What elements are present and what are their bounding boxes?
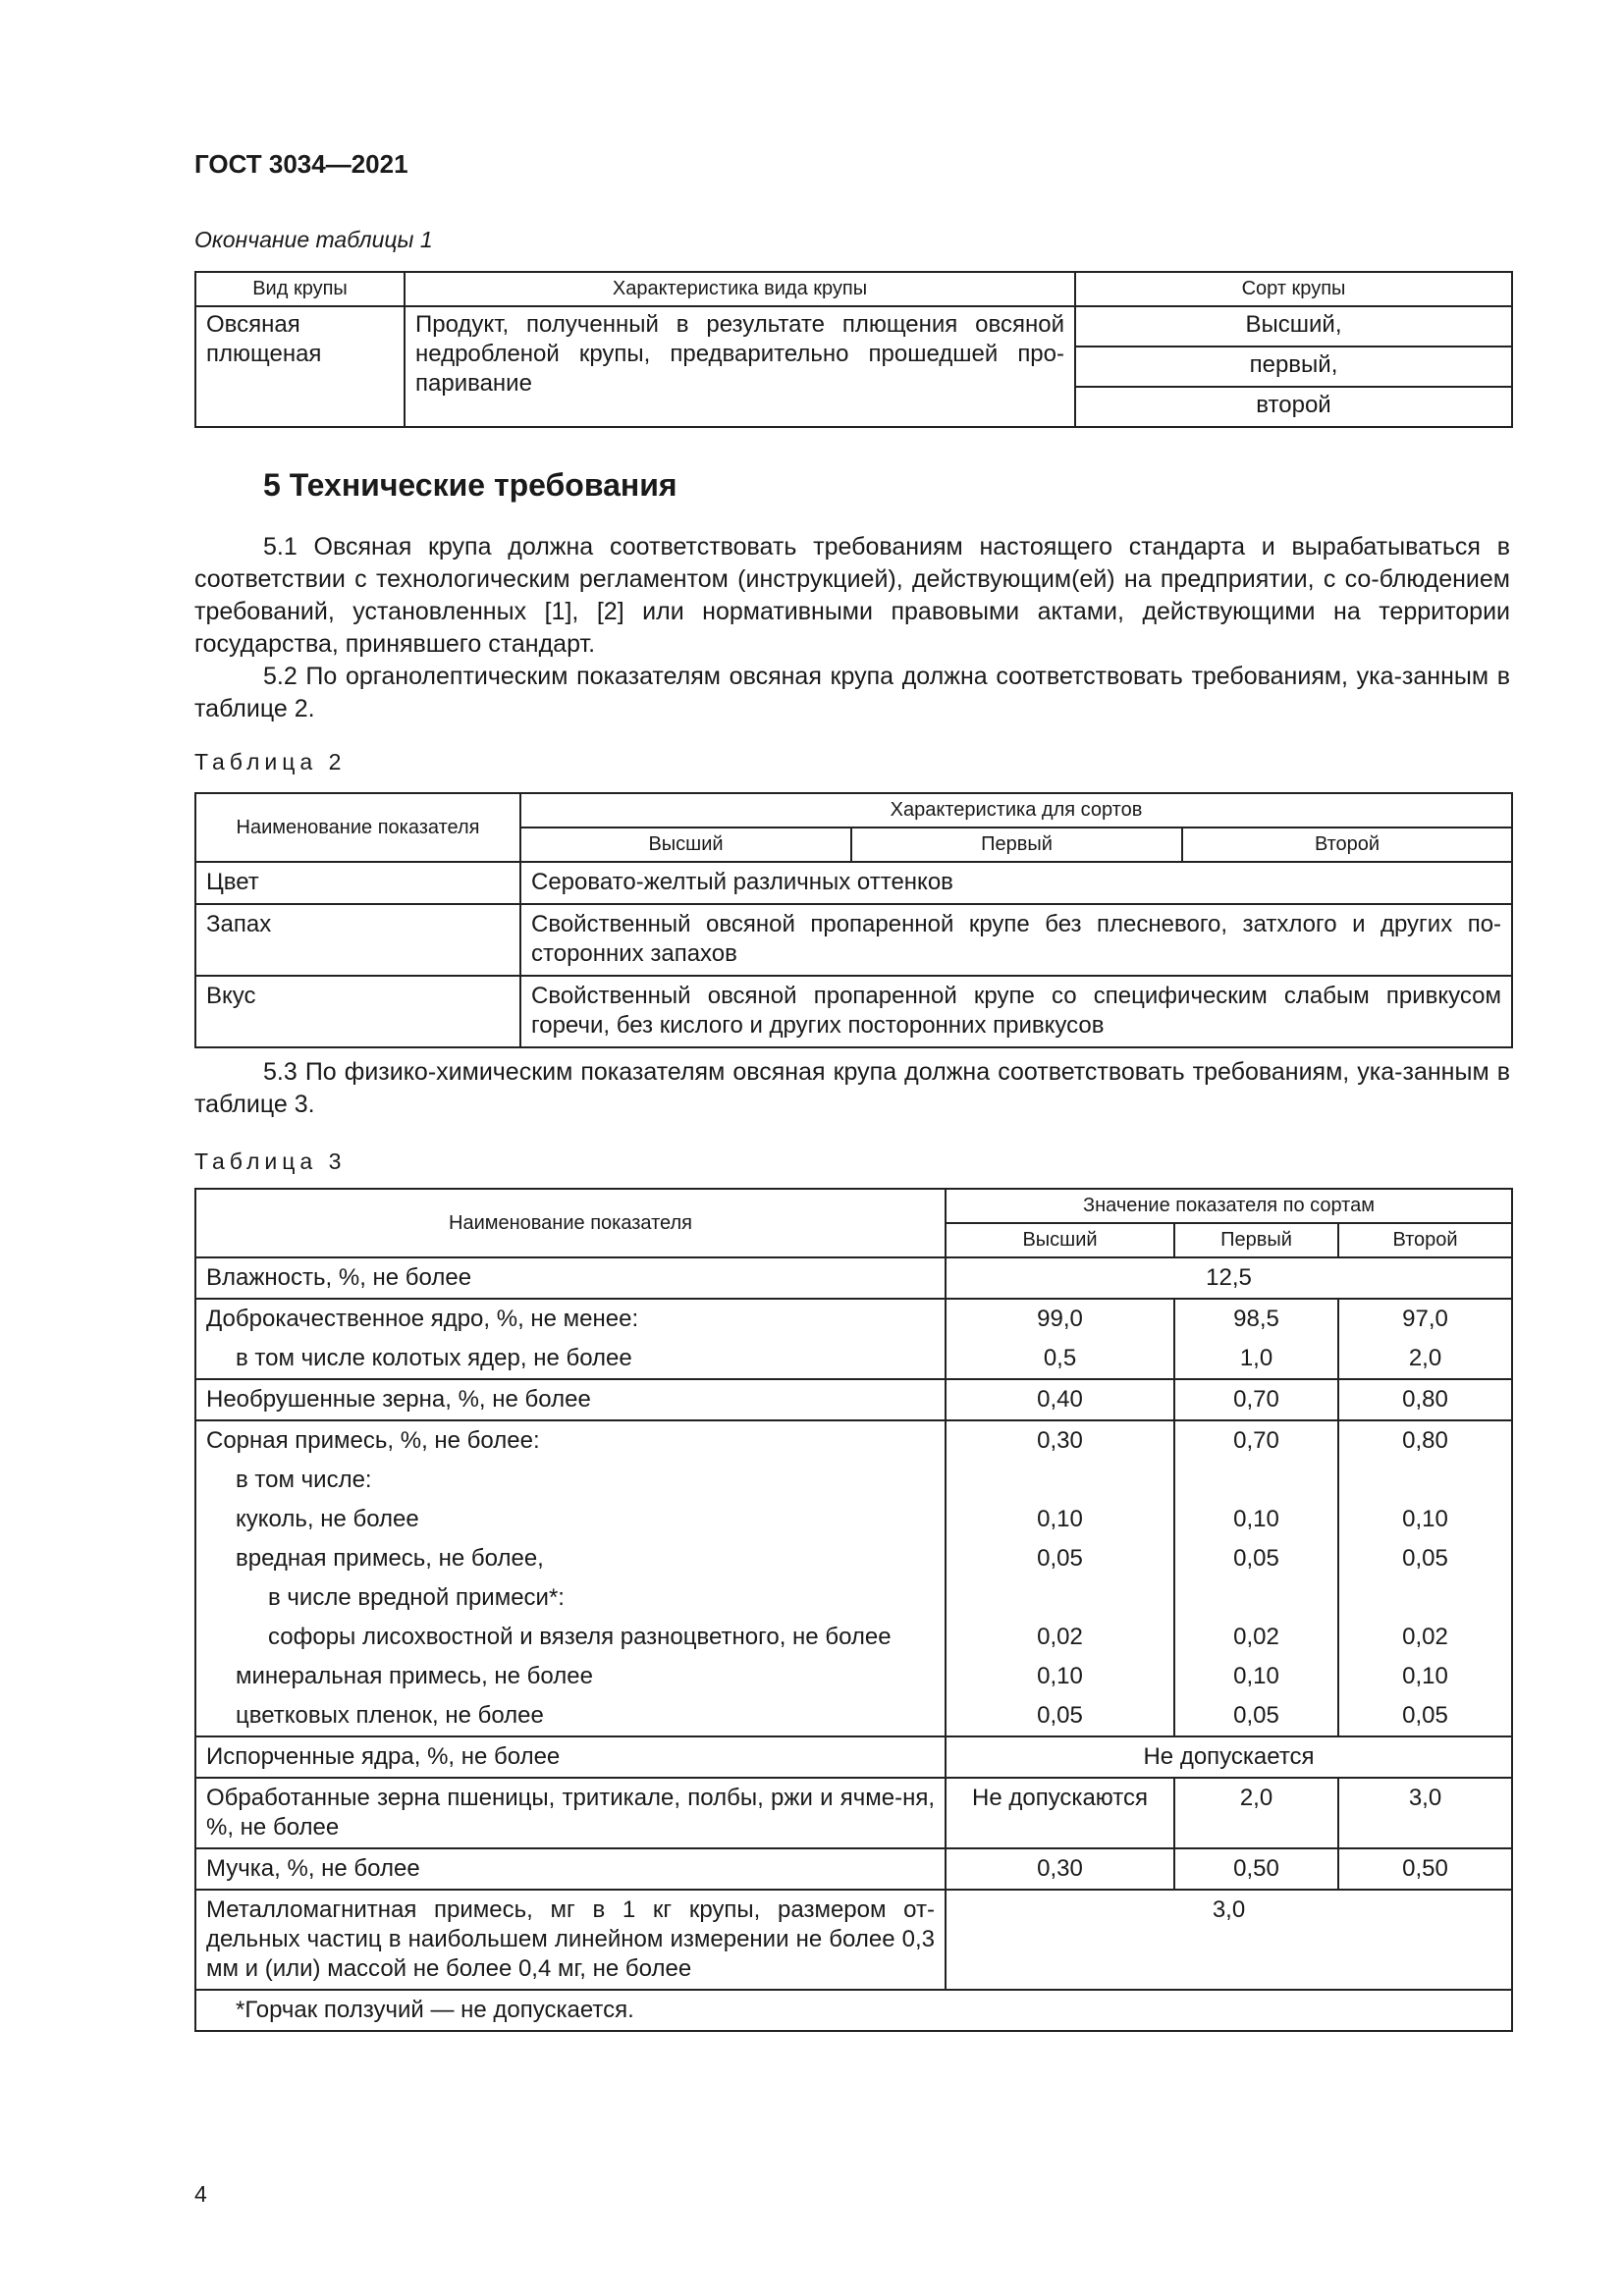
table1-header-description: Характеристика вида крупы [405, 272, 1075, 306]
table1-header-grade: Сорт крупы [1075, 272, 1512, 306]
table3-name-cell: в том числе: [195, 1461, 946, 1500]
table3-name-cell: вредная примесь, не более, [195, 1539, 946, 1578]
table3-value-cell: 0,80 [1338, 1379, 1512, 1420]
table2-caption: Таблица 2 [194, 749, 347, 774]
table3-header-name: Наименование показателя [195, 1189, 946, 1257]
table3-name-cell: Влажность, %, не более [195, 1257, 946, 1299]
table3-value-cell: 0,5 [946, 1339, 1174, 1379]
table2-name-cell: Цвет [195, 862, 520, 904]
table3-value-cell: 0,80 [1338, 1420, 1512, 1461]
table3-empty-cell [1338, 1461, 1512, 1500]
table3-name-cell: в числе вредной примеси*: [195, 1578, 946, 1618]
table3-empty-cell [1174, 1578, 1338, 1618]
table2-header-name: Наименование показателя [195, 793, 520, 862]
table3-footnote-row [195, 1990, 1512, 2031]
table3-name-cell: Металломагнитная примесь, мг в 1 кг крупы, размером от-дельных частиц в наибольшем линейном измерении не более 0,3 мм и (или) массой не более 0,4 мг, не более [195, 1890, 946, 1990]
table3-value-cell: Не допускается [946, 1736, 1512, 1778]
table-row [195, 306, 1512, 347]
table-row [195, 1578, 1512, 1618]
table3-value-cell: 99,0 [946, 1299, 1174, 1339]
table1-header-row [195, 272, 1512, 306]
table3-value-cell: 0,10 [946, 1500, 1174, 1539]
section-heading: 5 Технические требования [263, 467, 677, 503]
table3-name-cell: Обработанные зерна пшеницы, тритикале, полбы, ржи и ячме-ня, %, не более [195, 1778, 946, 1848]
table3-value-cell: 0,70 [1174, 1420, 1338, 1461]
table-row [195, 1539, 1512, 1578]
table3-value-cell: 0,05 [1174, 1696, 1338, 1736]
table3-value-cell: 0,05 [1174, 1539, 1338, 1578]
table3-value-cell: 3,0 [1338, 1778, 1512, 1848]
paragraph-5-1 [194, 531, 1510, 661]
table3-value-cell: 98,5 [1174, 1299, 1338, 1339]
paragraph-text: 5.3 По физико-химическим показателям овсяная крупа должна соответствовать требованиям, ука-занным в таблице 3. [194, 1058, 1510, 1118]
paragraph-text: 5.1 Овсяная крупа должна соответствовать требованиям настоящего стандарта и вырабатываться в соответствии с технологическим регламентом (инструкцией), действующим(ей) на предприятии, с со-блюдением требований, установленных [1], [2] или нормативными правовыми актами, действующими на территории государства, принявшего стандарт. [194, 533, 1510, 658]
table3-value-cell: 0,50 [1338, 1848, 1512, 1890]
table3-value-cell: 2,0 [1174, 1778, 1338, 1848]
table-row [195, 1420, 1512, 1461]
table3-value-cell: 97,0 [1338, 1299, 1512, 1339]
table-row [195, 1657, 1512, 1696]
table1-caption: Окончание таблицы 1 [194, 227, 433, 252]
table-row [195, 1299, 1512, 1339]
table2 [194, 792, 1513, 1048]
table-row [195, 1379, 1512, 1420]
table3-caption: Таблица 3 [194, 1148, 347, 1174]
table3-empty-cell [946, 1461, 1174, 1500]
table3-value-cell: Не допускаются [946, 1778, 1174, 1848]
table1-grade-cell: второй [1075, 387, 1512, 427]
table3-value-cell: 0,10 [946, 1657, 1174, 1696]
table3-name-cell: Доброкачественное ядро, %, не менее: [195, 1299, 946, 1339]
table-row [195, 976, 1512, 1047]
table2-name-cell: Запах [195, 904, 520, 976]
table1-description-cell: Продукт, полученный в результате плющения овсяной недробленой крупы, предварительно прошедшей про-паривание [405, 306, 1075, 427]
table3-value-cell: 3,0 [946, 1890, 1512, 1990]
table3-value-cell: 12,5 [946, 1257, 1512, 1299]
table3-value-cell: 0,02 [1338, 1618, 1512, 1657]
table3-header-grade: Первый [1174, 1223, 1338, 1257]
document-header: ГОСТ 3034—2021 [194, 149, 408, 179]
table-row [195, 1848, 1512, 1890]
table3-footnote: *Горчак ползучий — не допускается. [195, 1990, 1512, 2031]
paragraph-5-2 [194, 661, 1510, 725]
table3-empty-cell [946, 1578, 1174, 1618]
table2-header-row [195, 793, 1512, 828]
table3-value-cell: 1,0 [1174, 1339, 1338, 1379]
table3-value-cell: 0,05 [1338, 1539, 1512, 1578]
table-row [195, 862, 1512, 904]
table3-empty-cell [1338, 1578, 1512, 1618]
table3-header-row [195, 1189, 1512, 1223]
table3-value-cell: 0,70 [1174, 1379, 1338, 1420]
table2-value-cell: Свойственный овсяной пропаренной крупе со специфическим слабым привкусом горечи, без кислого и других посторонних привкусов [520, 976, 1512, 1047]
table3-value-cell: 0,50 [1174, 1848, 1338, 1890]
page-number: 4 [194, 2181, 207, 2207]
table-row [195, 1500, 1512, 1539]
table3-name-cell: Мучка, %, не более [195, 1848, 946, 1890]
table3-header-grade: Второй [1338, 1223, 1512, 1257]
table2-header-grade: Первый [851, 828, 1182, 862]
table1-kind-cell: Овсяная плющеная [195, 306, 405, 427]
table3-value-cell: 0,02 [1174, 1618, 1338, 1657]
table2-header-grade: Высший [520, 828, 851, 862]
table3-value-cell: 0,10 [1174, 1657, 1338, 1696]
table3-value-cell: 0,30 [946, 1420, 1174, 1461]
table3-name-cell: Необрушенные зерна, %, не более [195, 1379, 946, 1420]
table3-value-cell: 0,10 [1174, 1500, 1338, 1539]
table2-header-grade: Второй [1182, 828, 1512, 862]
table-row [195, 1461, 1512, 1500]
table-row [195, 1696, 1512, 1736]
table1 [194, 271, 1513, 428]
table-row [195, 1778, 1512, 1848]
table1-header-kind: Вид крупы [195, 272, 405, 306]
table3-empty-cell [1174, 1461, 1338, 1500]
table3-value-cell: 2,0 [1338, 1339, 1512, 1379]
table-row [195, 1890, 1512, 1990]
table-row [195, 904, 1512, 976]
table-row [195, 1736, 1512, 1778]
table3-value-cell: 0,10 [1338, 1657, 1512, 1696]
table3-name-cell: Сорная примесь, %, не более: [195, 1420, 946, 1461]
table1-grade-cell: первый, [1075, 347, 1512, 387]
table2-name-cell: Вкус [195, 976, 520, 1047]
table-row [195, 1257, 1512, 1299]
table1-grade-cell: Высший, [1075, 306, 1512, 347]
table3-value-cell: 0,30 [946, 1848, 1174, 1890]
table-row [195, 1618, 1512, 1657]
table3-name-cell: цветковых пленок, не более [195, 1696, 946, 1736]
table3-header-group: Значение показателя по сортам [946, 1189, 1512, 1223]
table2-value-cell: Свойственный овсяной пропаренной крупе без плесневого, затхлого и других по-сторонних запахов [520, 904, 1512, 976]
paragraph-5-3 [194, 1056, 1510, 1121]
table3-name-cell: в том числе колотых ядер, не более [195, 1339, 946, 1379]
table3-name-cell: минеральная примесь, не более [195, 1657, 946, 1696]
table3-value-cell: 0,40 [946, 1379, 1174, 1420]
table3-value-cell: 0,05 [946, 1539, 1174, 1578]
table2-value-cell: Серовато-желтый различных оттенков [520, 862, 1512, 904]
table3 [194, 1188, 1513, 2032]
table-row [195, 1339, 1512, 1379]
table3-name-cell: софоры лисохвостной и вязеля разноцветного, не более [195, 1618, 946, 1657]
paragraph-text: 5.2 По органолептическим показателям овсяная крупа должна соответствовать требованиям, ука-занным в таблице 2. [194, 663, 1510, 722]
table3-name-cell: куколь, не более [195, 1500, 946, 1539]
table3-value-cell: 0,05 [1338, 1696, 1512, 1736]
table3-header-grade: Высший [946, 1223, 1174, 1257]
table3-value-cell: 0,10 [1338, 1500, 1512, 1539]
table3-name-cell: Испорченные ядра, %, не более [195, 1736, 946, 1778]
table2-header-group: Характеристика для сортов [520, 793, 1512, 828]
table3-value-cell: 0,05 [946, 1696, 1174, 1736]
table3-value-cell: 0,02 [946, 1618, 1174, 1657]
